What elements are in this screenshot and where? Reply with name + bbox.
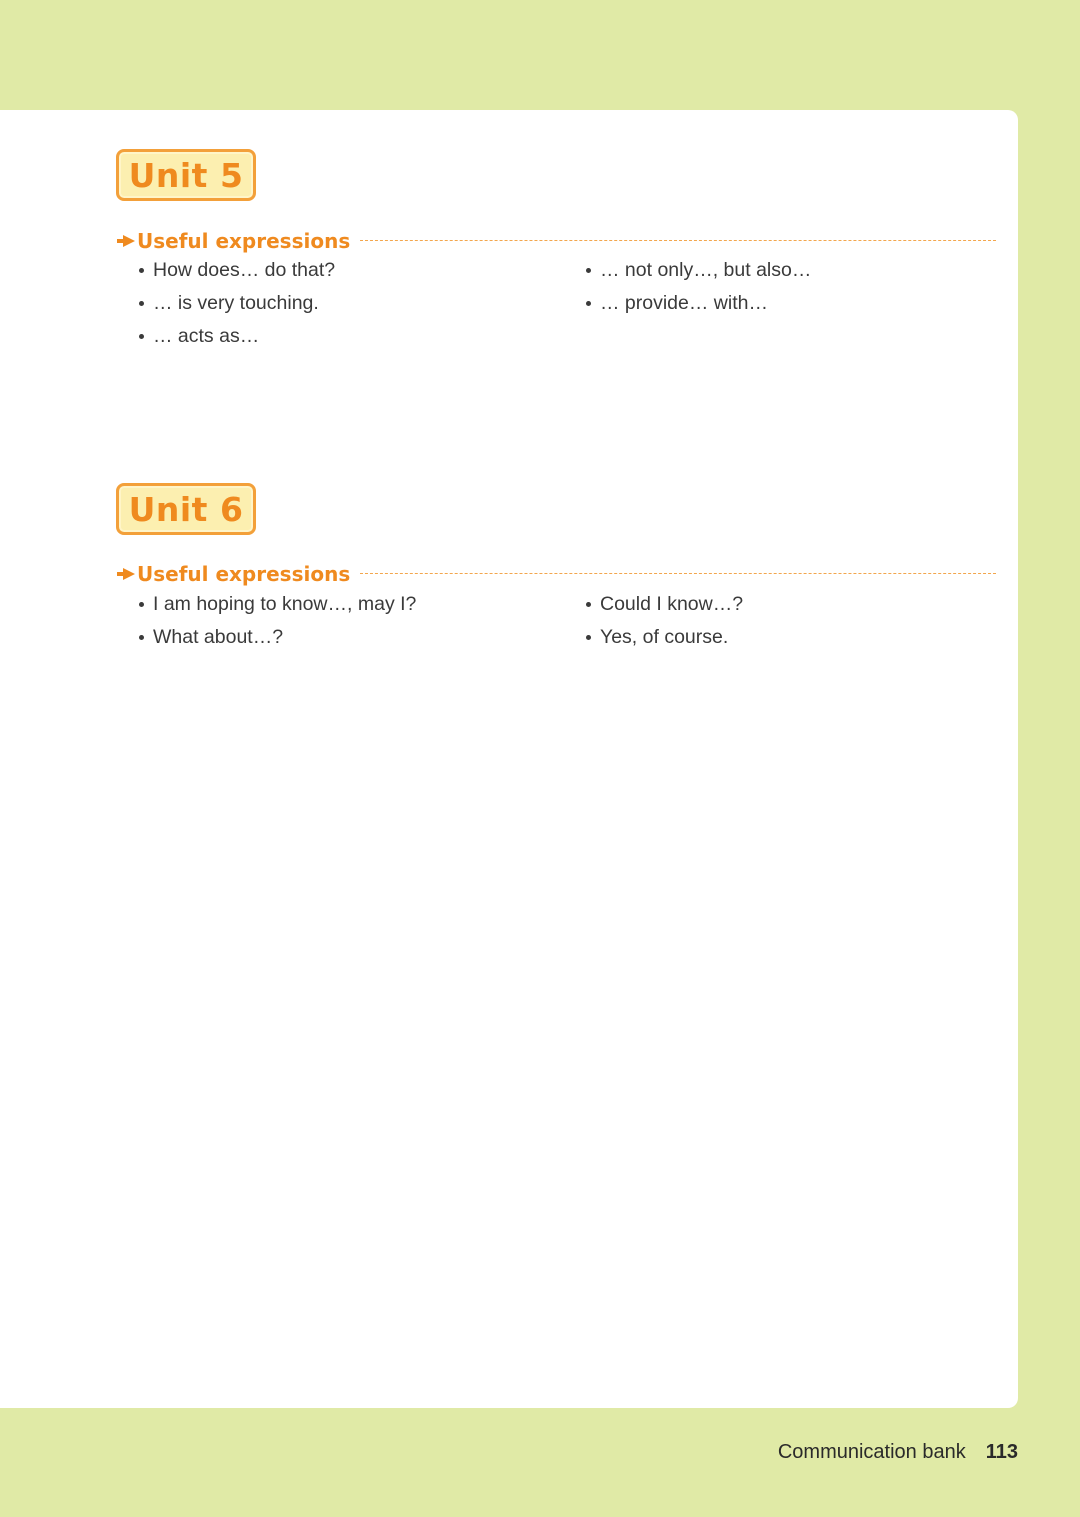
expression-text: … acts as… xyxy=(153,325,260,347)
arrow-right-icon xyxy=(116,567,136,581)
list-item xyxy=(585,621,743,654)
unit-6-left-expressions xyxy=(138,588,416,654)
unit-6-title: Unit 6 xyxy=(116,483,256,535)
list-item xyxy=(585,254,811,287)
expression-text: Yes, of course. xyxy=(600,626,729,648)
bullet-icon xyxy=(586,602,591,607)
expression-text: … not only…, but also… xyxy=(600,259,812,281)
bullet-icon xyxy=(139,602,144,607)
section-title: Useful expressions xyxy=(137,562,351,586)
expression-text: Could I know…? xyxy=(600,593,744,615)
bullet-icon xyxy=(139,334,144,339)
expression-text: … provide… with… xyxy=(600,292,768,314)
expression-text: … is very touching. xyxy=(153,292,319,314)
list-item xyxy=(138,588,416,621)
unit-5-left-expressions xyxy=(138,254,335,353)
unit-6-section-header xyxy=(116,561,996,587)
bullet-icon xyxy=(139,301,144,306)
arrow-right-icon xyxy=(116,234,136,248)
dashed-divider xyxy=(360,573,996,574)
unit-5-title: Unit 5 xyxy=(116,149,256,201)
list-item xyxy=(138,254,335,287)
bullet-icon xyxy=(139,635,144,640)
list-item xyxy=(138,621,416,654)
expression-text: What about…? xyxy=(153,626,284,648)
bullet-icon xyxy=(586,635,591,640)
unit-6-right-expressions xyxy=(585,588,743,654)
list-item xyxy=(585,287,811,320)
list-item xyxy=(138,320,335,353)
list-item xyxy=(138,287,335,320)
bullet-icon xyxy=(586,268,591,273)
bullet-icon xyxy=(586,301,591,306)
page-number: 113 xyxy=(985,1441,1018,1463)
expression-text: How does… do that? xyxy=(153,259,336,281)
unit-5-right-expressions xyxy=(585,254,811,320)
unit-5-section-header xyxy=(116,228,996,254)
section-title: Useful expressions xyxy=(137,229,351,253)
list-item xyxy=(585,588,743,621)
dashed-divider xyxy=(360,240,996,241)
expression-text: I am hoping to know…, may I? xyxy=(153,593,417,615)
footer-label: Communication bank xyxy=(777,1441,966,1463)
bullet-icon xyxy=(139,268,144,273)
page-footer xyxy=(778,1441,1018,1464)
